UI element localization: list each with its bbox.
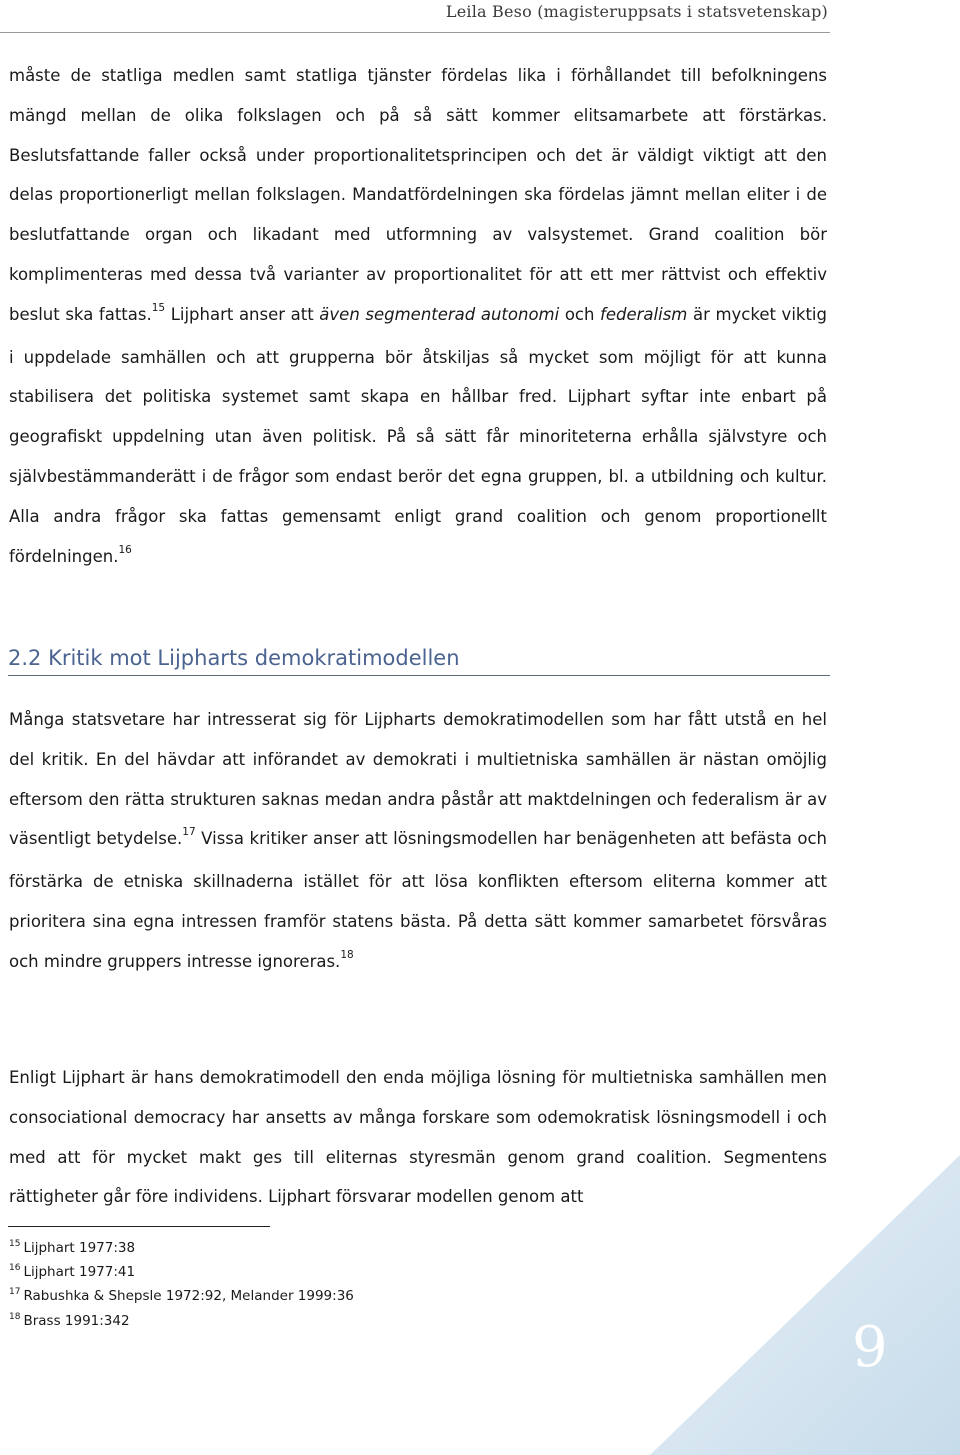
emphasis-text: även segmenterad autonomi bbox=[319, 304, 560, 324]
footnote-text: Lijphart 1977:41 bbox=[23, 1264, 136, 1281]
page-header bbox=[0, 0, 830, 33]
page-number: 9 bbox=[852, 1315, 888, 1380]
paragraph-text: Lijphart anser att bbox=[165, 304, 320, 324]
section-heading-text: 2.2 Kritik mot Lijpharts demokratimodellen bbox=[8, 646, 460, 670]
emphasis-text: federalism bbox=[600, 304, 688, 324]
footnote-number: 18 bbox=[9, 1311, 21, 1322]
footnote-ref-15[interactable]: 15 bbox=[151, 301, 166, 314]
footnote-number: 16 bbox=[9, 1263, 21, 1274]
paragraph-text: är mycket viktig i uppdelade samhällen och att grupperna bör åtskiljas så mycket som möjligt för att kunna stabilisera det politiska systemet samt skapa en hållbar fred. Lijphart syftar inte enbart på geografiskt uppdelning utan även politisk. På så sätt får minoriteterna erhålla självstyre och självbestämmanderätt i de frågor som endast berör det egna gruppen, bl. a utbildning och kultur. Alla andra frågor ska fattas gemensamt enligt grand coalition och genom proportionellt fördelningen. bbox=[9, 304, 827, 566]
footnote-number: 15 bbox=[9, 1239, 21, 1249]
footnote-17 bbox=[9, 1285, 609, 1309]
footnote-text: Brass 1991:342 bbox=[23, 1312, 130, 1329]
page-corner-decoration bbox=[650, 1155, 960, 1455]
paragraph-text: Enligt Lijphart är hans demokratimodell den enda möjliga lösning för multietniska samhällen men consociational democracy har ansetts av många forskare som odemokratisk lösningsmodell i och med att för mycket makt ges till eliternas styresmän genom grand coalition. Segmentens rättigheter går före individens. Lijphart försvarar modellen genom att bbox=[9, 1068, 827, 1207]
footnote-number: 17 bbox=[9, 1287, 21, 1298]
footnote-ref-17[interactable]: 17 bbox=[182, 826, 196, 839]
footnote-ref-18[interactable]: 18 bbox=[340, 948, 354, 961]
footnote-16 bbox=[9, 1261, 609, 1285]
paragraph-text: och bbox=[559, 304, 601, 324]
paragraph-text: Vissa kritiker anser att lösningsmodellen har benägenheten att befästa och förstärka de etniska skillnaderna istället för att lösa konflikten eftersom eliterna kommer att prioritera sina egna intressen framför statens bästa. På detta sätt kommer samarbetet försvåras och mindre gruppers intresse ignoreras. bbox=[9, 829, 827, 971]
footnote-15 bbox=[9, 1237, 609, 1261]
paragraph-text: Många statsvetare har intresserat sig för Lijpharts demokratimodellen som har fått utstå en hel del kritik. En del hävdar att införandet av demokrati i multietniska samhällen är nästan omöjlig eftersom den rätta strukturen saknas medan andra påstår att maktdelningen och federalism är av väsentligt betydelse. bbox=[9, 710, 827, 849]
paragraph-text: måste de statliga medlen samt statliga tjänster fördelas lika i förhållandet till befolkningens mängd mellan de olika folkslagen och på så sätt kommer elitsamarbete att förstärkas. Beslutsfattande faller också under proportionalitetsprincipen och det är väldigt viktigt att den delas proportionerligt mellan folkslagen. Mandatfördelningen ska fördelas jämnt mellan eliter i de beslutfattande organ och likadant med utformning av valsystemet. Grand coalition bör komplimenteras med dessa två varianter av proportionalitet för att ett mer rättvist och effektiv beslut ska fattas. bbox=[9, 66, 827, 324]
footnote-separator bbox=[8, 1226, 270, 1227]
footnotes bbox=[9, 1237, 609, 1334]
footnote-ref-16[interactable]: 16 bbox=[118, 543, 132, 556]
footnote-18 bbox=[9, 1310, 609, 1334]
corner-triangle bbox=[650, 1155, 960, 1455]
footnote-text: Rabushka & Shepsle 1972:92, Melander 1999:36 bbox=[23, 1288, 354, 1305]
body-paragraph-2 bbox=[9, 700, 827, 985]
section-heading bbox=[8, 642, 830, 676]
footnote-text: Lijphart 1977:38 bbox=[23, 1240, 136, 1256]
body-paragraph-1 bbox=[9, 56, 827, 579]
running-header: Leila Beso (magisteruppsats i statsvetenskap) bbox=[445, 2, 828, 21]
